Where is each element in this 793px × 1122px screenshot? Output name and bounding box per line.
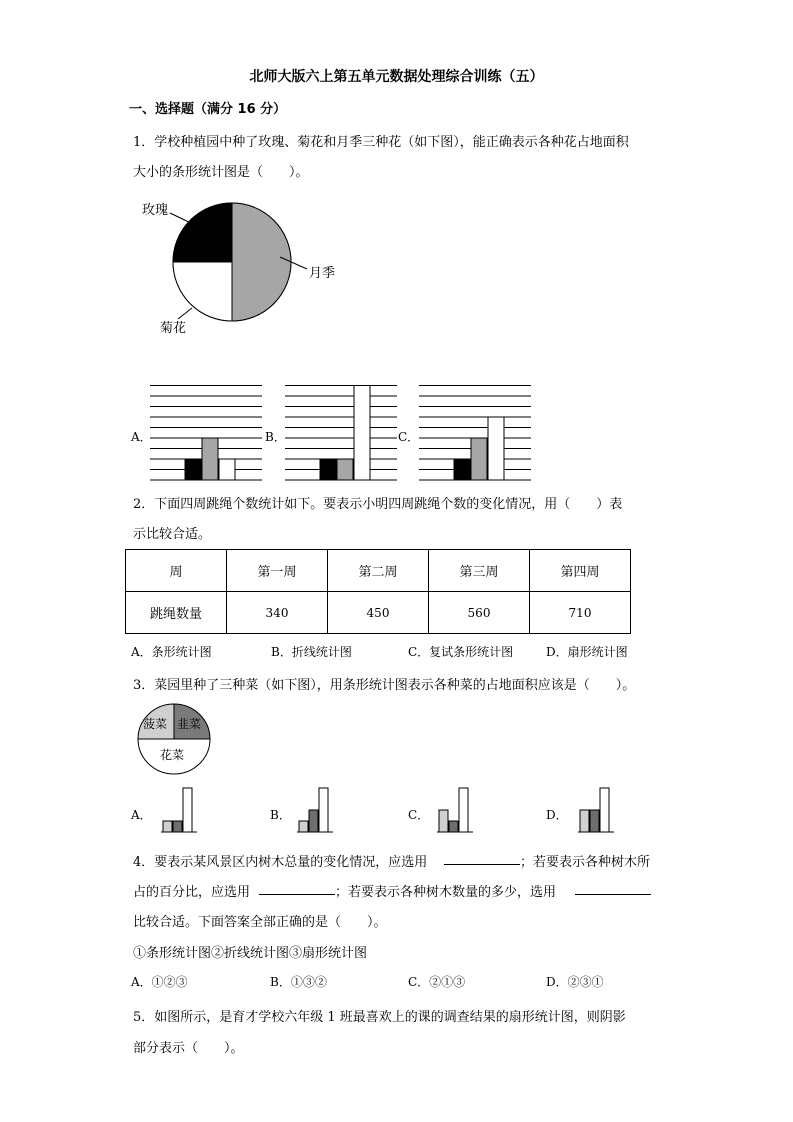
q4-blank-1[interactable] [444,864,520,865]
bar [337,459,353,480]
q1-option-a-label[interactable]: A． [131,430,152,444]
table-header-cell: 第二周 [328,550,429,592]
q4-option-d[interactable]: D．②③① [546,975,604,989]
q3-text-line1: 3．菜园里种了三种菜（如下图），用条形统计图表示各种菜的占地面积应该是（ ）。 [133,678,636,693]
leader-line-chrys [178,308,192,319]
q1-flower-pie-chart [130,195,350,340]
label-cauliflower: 花菜 [160,748,185,762]
pie-slice-chrysanthemum [173,262,232,321]
label-monthly: 月季 [309,266,336,281]
q1-bar-chart-a [150,386,262,481]
q4-blank-3[interactable] [575,894,651,895]
q2-text-line1: 2．下面四周跳绳个数统计如下。要表示小明四周跳绳个数的变化情况，用（ ）表 [133,497,623,512]
table-header-cell: 第三周 [429,550,530,592]
bar [202,438,218,480]
q2-option-b[interactable]: B．折线统计图 [271,645,352,659]
q1-bar-chart-b [285,386,397,481]
bar [299,821,308,832]
q3-option-d-label[interactable]: D． [546,808,568,822]
q2-option-a[interactable]: A．条形统计图 [131,645,212,659]
page-title: 北师大版六上第五单元数据处理综合训练（五） [249,69,544,85]
bar [600,788,609,832]
bar [309,810,318,832]
pie-slice-rose [173,203,232,262]
jump-rope-table [125,549,631,634]
table-header-cell: 第一周 [227,550,328,592]
q3-bar-chart-d [578,788,614,832]
q1-bar-charts [150,384,550,484]
q3-vegetable-pie-chart [133,703,215,779]
bar [580,810,589,832]
bar [471,438,487,480]
table-cell: 450 [328,592,429,634]
bar [219,459,235,480]
q5-text-line1: 5．如图所示，是育才学校六年级 1 班最喜欢上的课的调查结果的扇形统计图，则阴影 [133,1010,626,1025]
q3-option-b-label[interactable]: B． [270,808,291,822]
q2-text-line2: 示比较合适。 [133,527,212,542]
bar [320,459,336,480]
q4-text-line4: ①条形统计图②折线统计图③扇形统计图 [133,946,368,961]
table-header-cell: 第四周 [530,550,631,592]
bar [185,459,201,480]
bar [449,821,458,832]
q5-text-line2: 部分表示（ ）。 [133,1041,244,1056]
q4-option-a[interactable]: A．①②③ [131,975,188,989]
q3-option-c-label[interactable]: C． [408,808,430,822]
table-header-row [126,550,631,592]
q3-bar-chart-b [297,788,333,832]
table-cell: 跳绳数量 [126,592,227,634]
pie-slice-monthly-rose [232,203,291,321]
q4-text-line2b: ；若要表示各种树木数量的多少，选用 [335,885,557,900]
q4-option-c[interactable]: C．②①③ [408,975,466,989]
bar [590,810,599,832]
bar [488,417,504,480]
bar [319,788,328,832]
table-cell: 340 [227,592,328,634]
section-heading: 一、选择题（满分 16 分） [129,102,287,117]
bar [163,821,172,832]
bar [354,386,370,481]
bar [173,821,182,832]
label-rose: 玫瑰 [142,203,169,218]
q4-blank-2[interactable] [259,894,335,895]
label-chrysanthemum: 菊花 [160,321,187,336]
q2-option-d[interactable]: D．扇形统计图 [546,645,628,659]
q1-text-line1: 1．学校种植园中种了玫瑰、菊花和月季三种花（如下图），能正确表示各种花占地面积 [133,135,629,150]
q3-bar-charts [150,780,630,840]
bar [454,459,470,480]
q3-bar-chart-c [437,788,473,832]
q1-bar-chart-c [419,386,531,481]
q4-text-line2a: 占的百分比，应选用 [133,885,251,900]
table-cell: 710 [530,592,631,634]
q1-text-line2: 大小的条形统计图是（ ）。 [133,165,309,180]
bar [183,788,192,832]
bar [459,788,468,832]
q2-option-c[interactable]: C．复试条形统计图 [408,645,514,659]
q4-text-line1a: 4．要表示某风景区内树木总量的变化情况，应选用 [133,855,428,870]
q4-text-line3: 比较合适。下面答案全部正确的是（ ）。 [133,915,387,930]
table-cell: 560 [429,592,530,634]
label-spinach: 菠菜 [143,717,168,731]
bar [439,810,448,832]
q4-text-line1b: ；若要表示各种树木所 [520,855,651,870]
q3-option-a-label[interactable]: A． [131,808,152,822]
table-header-cell: 周 [126,550,227,592]
q1-option-c-label[interactable]: C． [398,430,420,444]
label-leek: 韭菜 [177,717,202,731]
q3-bar-chart-a [161,788,197,832]
q1-option-b-label[interactable]: B． [265,430,286,444]
table-row [126,592,631,634]
q4-option-b[interactable]: B．①③② [270,975,327,989]
